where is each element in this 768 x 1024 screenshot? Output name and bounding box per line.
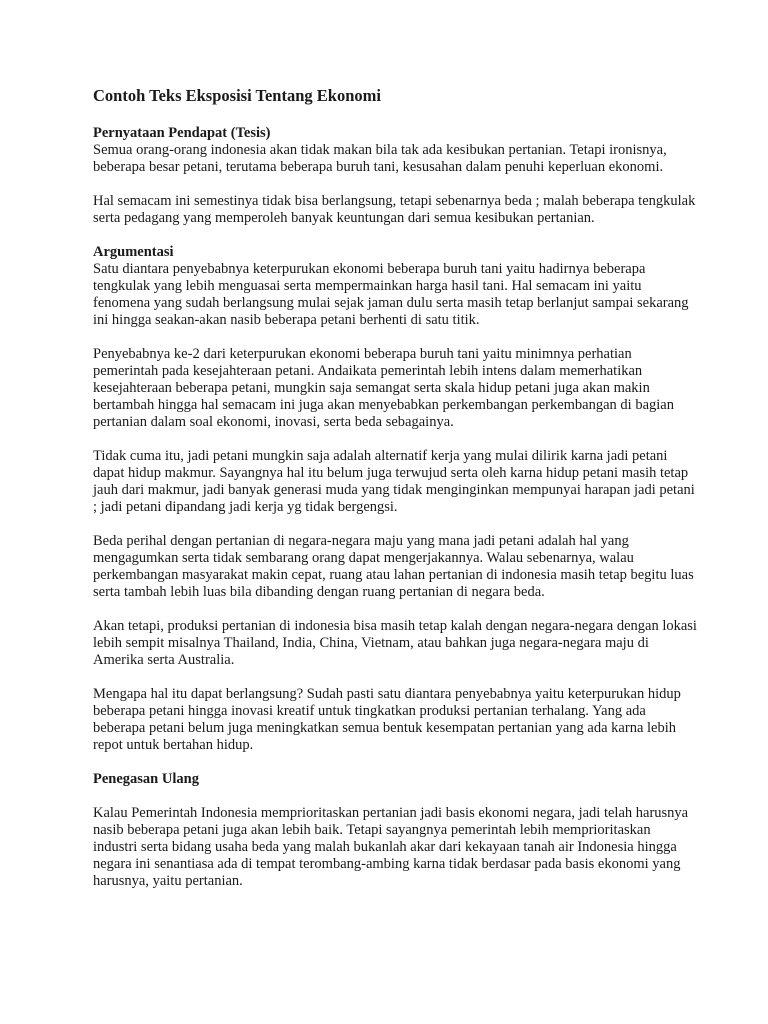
section-penegasan bbox=[93, 771, 698, 890]
paragraph: Mengapa hal itu dapat berlangsung? Sudah pasti satu diantara penyebabnya yaitu keterpurukan hidup beberapa petani hingga inovasi kreatif untuk tingkatkan produksi pertanian terhalang. Yang ada beberapa petani belum juga meningkatkan semua bentuk kesempatan pertanian yang ada karna lebih repot untuk bertahan hidup. bbox=[93, 686, 681, 753]
section-heading-penegasan: Penegasan Ulang bbox=[93, 771, 199, 787]
section-argumentasi bbox=[93, 244, 698, 754]
section-heading-argumentasi: Argumentasi bbox=[93, 244, 174, 260]
paragraph: Satu diantara penyebabnya keterpurukan ekonomi beberapa buruh tani yaitu hadirnya beberapa tengkulak yang lebih menguasai serta mempermainkan harga hasil tani. Hal semacam ini yaitu fenomena yang sudah berlangsung mulai sejak jaman dulu serta masih tetap berlanjut sampai sekarang ini hingga seakan-akan nasib beberapa petani berhenti di satu titik. bbox=[93, 261, 689, 328]
section-heading-tesis: Pernyataan Pendapat (Tesis) bbox=[93, 125, 271, 141]
paragraph: Kalau Pemerintah Indonesia memprioritaskan pertanian jadi basis ekonomi negara, jadi telah harusnya nasib beberapa petani juga akan lebih baik. Tetapi sayangnya pemerintah lebih memprioritaskan industri serta bidang usaha beda yang malah bukanlah akar dari kekayaan tanah air Indonesia hingga negara ini senantiasa ada di tempat terombang-ambing karna tidak berdasar pada basis ekonomi yang harusnya, yaitu pertanian. bbox=[93, 805, 689, 889]
paragraph: Akan tetapi, produksi pertanian di indonesia bisa masih tetap kalah dengan negara-negara dengan lokasi lebih sempit misalnya Thailand, India, China, Vietnam, atau bahkan juga negara-negara maju di Amerika serta Australia. bbox=[93, 618, 697, 668]
paragraph: Penyebabnya ke-2 dari keterpurukan ekonomi beberapa buruh tani yaitu minimnya perhatian pemerintah pada kesejahteraan petani. Andaikata pemerintah lebih intens dalam memerhatikan kesejahteraan beberapa petani, mungkin saja semangat serta skala hidup petani juga akan makin bertambah hingga hal semacam ini juga akan menyebabkan perkembangan perkembangan di bagian pertanian dalam soal ekonomi, inovasi, serta beda sebagainya. bbox=[93, 346, 674, 430]
paragraph: Hal semacam ini semestinya tidak bisa berlangsung, tetapi sebenarnya beda ; malah beberapa tengkulak serta pedagang yang memperoleh banyak keuntungan dari semua kesibukan pertanian. bbox=[93, 193, 696, 226]
document-title: Contoh Teks Eksposisi Tentang Ekonomi bbox=[93, 86, 381, 105]
paragraph: Beda perihal dengan pertanian di negara-negara maju yang mana jadi petani adalah hal yang mengagumkan serta tidak sembarang orang dapat mengerjakannya. Walau sebenarnya, walau perkembangan masyarakat makin cepat, ruang atau lahan pertanian di indonesia masih tetap begitu luas serta tambah lebih luas bila dibanding dengan ruang pertanian di negara beda. bbox=[93, 533, 694, 600]
paragraph: Tidak cuma itu, jadi petani mungkin saja adalah alternatif kerja yang mulai dilirik karna jadi petani dapat hidup makmur. Sayangnya hal itu belum juga terwujud serta oleh karna hidup petani masih tetap jauh dari makmur, jadi banyak generasi muda yang tidak menginginkan mempunyai harapan jadi petani ; jadi petani dipandang jadi kerja yg tidak bergengsi. bbox=[93, 448, 695, 515]
section-tesis bbox=[93, 125, 698, 227]
paragraph: Semua orang-orang indonesia akan tidak makan bila tak ada kesibukan pertanian. Tetapi ironisnya, beberapa besar petani, terutama beberapa buruh tani, kesusahan dalam penuhi keperluan ekonomi. bbox=[93, 142, 667, 175]
